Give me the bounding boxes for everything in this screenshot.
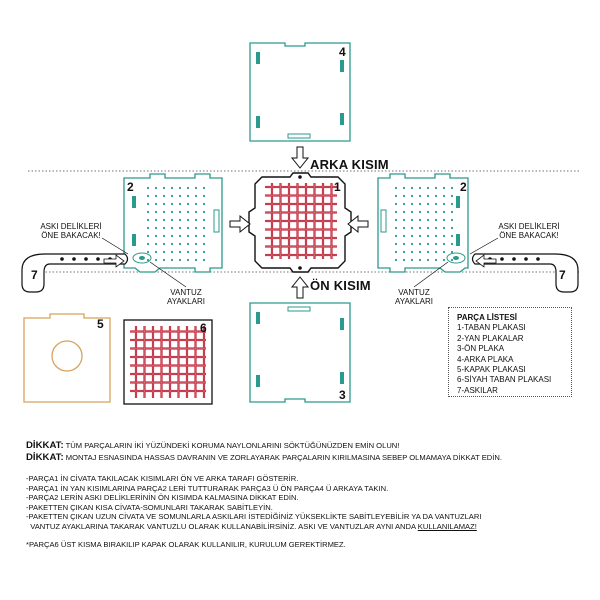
back-section-label: ARKA KISIM (310, 157, 389, 172)
part-number-front: 3 (339, 388, 346, 402)
up-arrow-icon (292, 277, 308, 298)
suction-left-leader (150, 262, 186, 287)
hook-right-leader (470, 238, 498, 254)
parts-list-title: PARÇA LİSTESİ (457, 313, 518, 322)
side-plate-right-part-2 (378, 174, 468, 272)
instruction-item: -PARÇA2 LERİN ASKI DELİKLERİNİN ÖN KISIMDA KALMASINA DİKKAT EDİN. (26, 493, 299, 502)
warning-line-1 (26, 441, 586, 451)
warning-1-text: TÜM PARÇALARIN İKİ YÜZÜNDEKİ KORUMA NAYLONLARINI SÖKTÜĞÜNÜZDEN EMİN OLUN! (63, 441, 400, 450)
part-number-lid: 5 (97, 317, 104, 331)
parts-list-item: 4-ARKA PLAKA (457, 354, 514, 364)
parts-list-item: 6-SİYAH TABAN PLAKASI (457, 375, 552, 385)
part-number-back: 4 (339, 45, 346, 59)
instruction-list (26, 474, 586, 531)
warning-line-2 (26, 453, 586, 463)
instruction-item-last (26, 522, 586, 532)
instruction-item: -PARÇA1 İN YAN KISIMLARINA PARÇA2 LERİ TUTTURARAK PARÇA3 Ü ÖN PARÇA4 Ü ARKAYA TAKIN. (26, 483, 389, 493)
side-plate-left-part-2 (124, 174, 222, 272)
suction-feet-left-line1: VANTUZ (170, 288, 202, 297)
suction-feet-right-line2: AYAKLARI (395, 297, 433, 306)
parts-list-item: 7-ASKILAR (457, 385, 498, 395)
front-plate-part-3 (250, 303, 350, 402)
parts-list-box (448, 307, 572, 397)
hook-holes-right-line1: ASKI DELİKLERİ (498, 222, 560, 231)
black-base-plate-part-6 (124, 320, 212, 404)
hook-holes-right-label (494, 222, 564, 240)
footnote: *PARÇA6 ÜST KISMA BIRAKILIP KAPAK OLARAK KULLANILIR, KURULUM GEREKTİRMEZ. (26, 540, 346, 549)
part-number-base: 1 (334, 180, 341, 194)
part-number-hanger-right: 7 (559, 268, 566, 282)
hook-holes-left-label (36, 222, 106, 240)
hook-holes-left-line1: ASKI DELİKLERİ (40, 222, 102, 231)
instruction-last-text: VANTUZ AYAKLARINA TAKARAK VANTUZLU OLARAK KULLANABİLİRSİNİZ. ASKI VE VANTUZLAR AYNI ANDA (26, 521, 418, 531)
instruction-last-underlined: KULLANILAMAZ! (417, 521, 477, 531)
back-plate-part-4 (250, 43, 350, 141)
suction-feet-left-line2: AYAKLARI (167, 297, 205, 306)
suction-right-leader (414, 262, 448, 287)
parts-list-item: 5-KAPAK PLAKASI (457, 365, 526, 375)
suction-feet-right-line1: VANTUZ (398, 288, 430, 297)
instruction-item: -PAKETTEN ÇIKAN KISA CİVATA-SOMUNLARI TAKARAK SABİTLEYİN. (26, 502, 273, 512)
part-number-side-right: 2 (460, 180, 467, 194)
parts-list-item: 1-TABAN PLAKASI (457, 323, 526, 333)
instruction-item: -PAKETTEN ÇIKAN UZUN CİVATA VE SOMUNLARLA ASKILARI İSTEDİĞİNİZ YÜKSEKLİKTE SABİTLEYEBİLİR YA DA VANTUZLARI (26, 512, 482, 521)
parts-list-item: 2-YAN PLAKALAR (457, 333, 524, 343)
warning-2-label: DİKKAT: (26, 452, 64, 463)
suction-feet-left-label (158, 288, 214, 306)
part-number-side-left: 2 (127, 180, 134, 194)
part-number-hanger-left: 7 (31, 268, 38, 282)
down-arrow-icon (292, 147, 308, 168)
front-section-label: ÖN KISIM (310, 278, 371, 293)
part-number-black-base: 6 (200, 321, 207, 335)
parts-list-item: 3-ÖN PLAKA (457, 344, 505, 354)
warning-2-text: MONTAJ ESNASINDA HASSAS DAVRANIN VE ZORLAYARAK PARÇALARIN KIRILMASINA SEBEP OLMAMAYA DİKKAT EDİN. (63, 453, 502, 462)
instruction-item: -PARÇA1 İN CİVATA TAKILACAK KISIMLARI ÖN VE ARKA TARAFI GÖSTERİR. (26, 474, 299, 483)
hook-holes-left-line2: ÖNE BAKACAK! (41, 231, 101, 240)
right-arrow-icon (230, 216, 250, 232)
warning-1-label: DİKKAT: (26, 440, 64, 451)
suction-feet-right-label (386, 288, 442, 306)
hook-holes-right-line2: ÖNE BAKACAK! (499, 231, 559, 240)
